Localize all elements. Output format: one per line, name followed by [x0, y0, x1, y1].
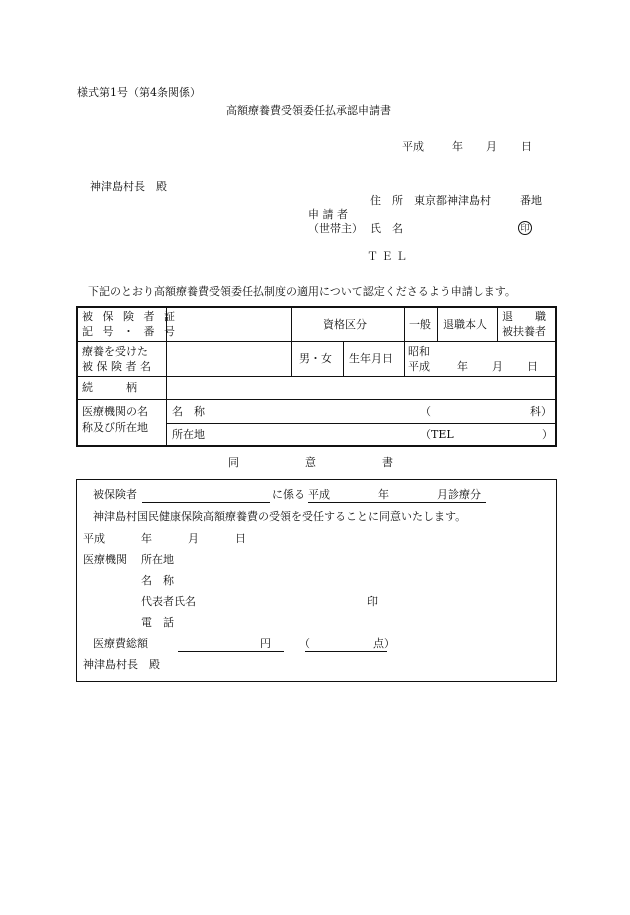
consent-month-treatment: 月診療分 — [437, 488, 481, 501]
institution-location-label: 所在地 — [172, 428, 205, 441]
tel-label: Ｔ Ｅ Ｌ — [367, 250, 407, 263]
birth-year-label: 年 — [457, 360, 468, 373]
points-line[interactable] — [305, 651, 387, 652]
institution-label: 医療機関の名 — [82, 405, 148, 418]
birthdate-label: 生年月日 — [349, 352, 393, 365]
relationship-label: 続 柄 — [82, 381, 137, 394]
consent-seal-icon: 印 — [367, 595, 378, 608]
consent-date-day: 日 — [235, 532, 246, 545]
institution-tel-open: （TEL — [420, 428, 454, 441]
intro-text: 下記のとおり高額療養費受領委任払制度の適用について認定くださるよう申請します。 — [88, 285, 516, 298]
yen-label: 円 — [260, 637, 271, 650]
addressee: 神津島村長 殿 — [90, 180, 167, 193]
total-cost-label: 医療費総額 — [93, 637, 148, 650]
consent-institution-label: 医療機関 — [83, 553, 127, 566]
era-showa: 昭和 — [408, 345, 430, 358]
consent-rep-label: 代表者氏名 — [141, 595, 196, 608]
dept-close: 科） — [530, 405, 552, 418]
consent-era: 平成 — [308, 488, 330, 501]
consent-relates: に係る — [272, 488, 305, 501]
qualification-dependent-sub: 被扶養者 — [502, 325, 546, 338]
form-number: 様式第1号（第4条関係） — [77, 86, 201, 99]
insurance-card-label: 被 保 険 者 証 — [82, 310, 178, 323]
consent-location-label: 所在地 — [141, 553, 174, 566]
consent-insured-prefix: 被保険者 — [93, 488, 137, 501]
address-label: 住 所 — [370, 194, 403, 207]
consent-date-era: 平成 — [83, 532, 105, 545]
sex-select[interactable]: 男・女 — [299, 352, 332, 365]
total-cost-line[interactable] — [178, 651, 284, 652]
birth-month-label: 月 — [492, 360, 503, 373]
name-label: 氏 名 — [370, 222, 403, 235]
consent-year: 年 — [378, 488, 389, 501]
qualification-general: 一般 — [409, 318, 431, 331]
consent-date-month: 月 — [188, 532, 199, 545]
address-value: 東京都神津島村 — [414, 194, 491, 207]
insured-name-line[interactable] — [142, 502, 270, 503]
qualification-dependent: 退 職 — [502, 310, 546, 323]
consent-date-year: 年 — [141, 532, 152, 545]
consent-statement: 神津島村国民健康保険高額療養費の受領を受任することに同意いたします。 — [93, 510, 467, 523]
date-year-label: 年 — [452, 140, 463, 153]
applicant-role: 申 請 者 — [308, 208, 348, 221]
qualification-retiree: 退職本人 — [443, 318, 487, 331]
institution-tel-close: ） — [542, 428, 553, 441]
dept-open: （ — [420, 405, 431, 418]
date-era: 平成 — [402, 140, 424, 153]
form-title: 高額療養費受領委任払承認申請書 — [226, 104, 391, 117]
era-heisei: 平成 — [408, 360, 430, 373]
insured-person-label-sub: 被 保 険 者 名 — [82, 360, 151, 373]
points-label: 点） — [373, 637, 395, 650]
birth-day-label: 日 — [527, 360, 538, 373]
insurance-card-label-sub: 記 号 ・ 番 号 — [82, 325, 178, 338]
banchi-label: 番地 — [520, 194, 542, 207]
applicant-role-sub: （世帯主） — [308, 222, 363, 235]
date-day-label: 日 — [521, 140, 532, 153]
date-month-label: 月 — [486, 140, 497, 153]
points-open: （ — [299, 637, 310, 650]
treatment-period-line[interactable] — [308, 502, 486, 503]
consent-addressee: 神津島村長 殿 — [83, 658, 160, 671]
institution-label-sub: 称及び所在地 — [82, 421, 148, 434]
consent-phone-label: 電 話 — [141, 616, 174, 629]
consent-name-label: 名 称 — [141, 574, 174, 587]
seal-stamp-icon: 印 — [518, 221, 532, 235]
qualification-label: 資格区分 — [323, 318, 367, 331]
consent-title: 同 意 書 — [228, 456, 393, 469]
insured-person-label: 療養を受けた — [82, 345, 148, 358]
institution-name-label: 名 称 — [172, 405, 205, 418]
